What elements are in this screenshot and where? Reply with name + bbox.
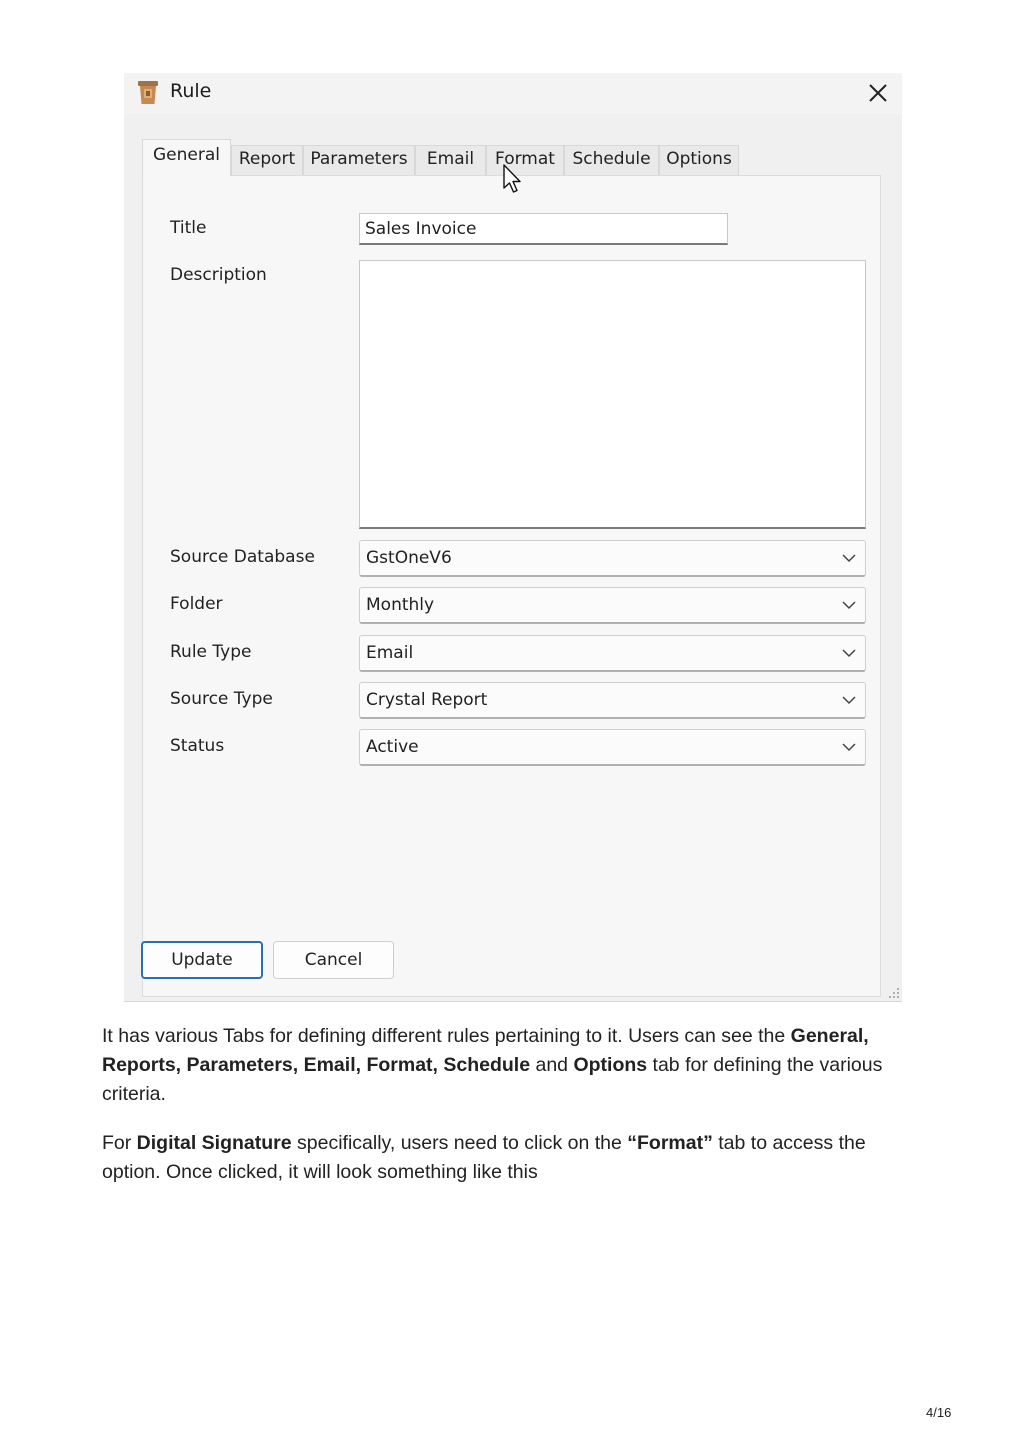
p2-text-1: For (102, 1132, 137, 1154)
description-label: Description (170, 265, 267, 285)
close-icon[interactable] (864, 79, 892, 107)
p1-text-3: tab for defining the various criteria. (102, 1054, 883, 1105)
tab-parameters[interactable]: Parameters (303, 145, 415, 175)
p2-bold-format: “Format” (627, 1132, 713, 1154)
status-label: Status (170, 736, 225, 756)
mouse-cursor-icon (502, 163, 524, 195)
chevron-down-icon (841, 740, 857, 754)
rule-type-select[interactable] (359, 635, 866, 672)
p1-bold-tabs: General, Reports, Parameters, Email, Format, Schedule (102, 1025, 869, 1076)
p2-bold-digital-signature: Digital Signature (136, 1132, 292, 1154)
source-type-select[interactable] (359, 682, 866, 719)
title-label: Title (170, 218, 207, 238)
dialog-title: Rule (170, 80, 212, 102)
chevron-down-icon (841, 693, 857, 707)
folder-select[interactable] (359, 587, 866, 624)
source-database-select[interactable] (359, 540, 866, 577)
rule-type-label: Rule Type (170, 642, 252, 662)
rule-dialog (124, 73, 902, 1002)
source-database-label: Source Database (170, 547, 315, 567)
chevron-down-icon (841, 646, 857, 660)
p1-text-1: It has various Tabs for defining different rules pertaining to it. Users can see the (102, 1025, 791, 1047)
source-type-label: Source Type (170, 689, 273, 709)
p2-text-3: tab to access the option. Once clicked, it will look something like this (102, 1132, 866, 1183)
status-select[interactable] (359, 729, 866, 766)
tab-email[interactable]: Email (415, 145, 486, 175)
tab-options[interactable]: Options (659, 145, 739, 175)
chevron-down-icon (841, 551, 857, 565)
bin-icon (136, 79, 160, 105)
folder-value: Monthly (366, 595, 435, 615)
article-paragraph-2 (102, 1129, 922, 1187)
p2-text-2: specifically, users need to click on the (291, 1132, 628, 1154)
cancel-button[interactable]: Cancel (273, 941, 394, 979)
article-paragraph-1 (102, 1022, 922, 1109)
description-textarea[interactable] (359, 260, 866, 529)
p1-bold-options: Options (573, 1054, 648, 1076)
folder-label: Folder (170, 594, 223, 614)
p1-text-2: and (530, 1054, 574, 1076)
general-tab-panel (142, 175, 881, 997)
rule-type-value: Email (366, 643, 414, 663)
chevron-down-icon (841, 598, 857, 612)
dialog-titlebar (124, 73, 902, 115)
source-database-value: GstOneV6 (366, 548, 452, 568)
resize-grip-icon[interactable] (886, 985, 900, 999)
tab-report[interactable]: Report (231, 145, 303, 175)
page-number: 4/16 (926, 1405, 952, 1420)
tab-schedule[interactable]: Schedule (564, 145, 659, 175)
status-value: Active (366, 737, 419, 757)
tab-general[interactable]: General (142, 139, 231, 176)
update-button[interactable]: Update (141, 941, 263, 979)
tab-format[interactable]: Format (486, 145, 564, 175)
source-type-value: Crystal Report (366, 690, 488, 710)
title-input[interactable]: Sales Invoice (359, 213, 728, 245)
